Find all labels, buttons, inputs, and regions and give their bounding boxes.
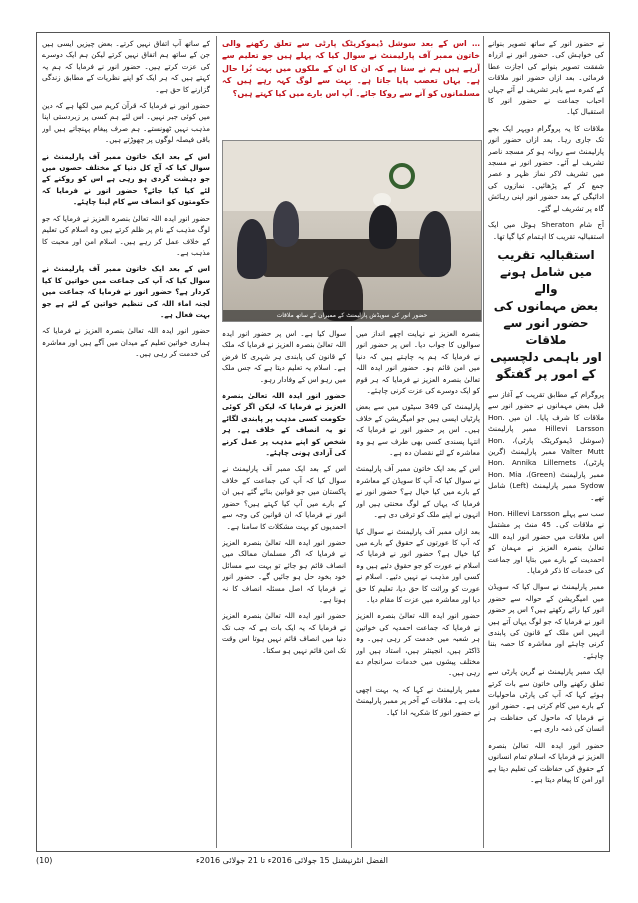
paragraph: ملاقات کا یہ پروگرام دوپہر ایک بجے تک جاری رہا۔ بعد ازاں حضور انور پارلیمنٹ سے روانہ ہو کر مسجد ناصر تشریف لے آئے۔ حضور انور نے مسجد میں تشریف لاکر نماز ظہر و عصر جمع کر کے پڑھائیں۔ نمازوں کی ادائیگی کے بعد حضور انور اپنی رہائش گاہ پر تشریف لے گئے۔ bbox=[488, 123, 604, 213]
paragraph: اس کے بعد ایک خاتون ممبر آف پارلیمنٹ نے سوال کیا کہ آج کل دنیا کے مختلف حصوں میں جو دہشت گردی ہو رہی ہے اس کو روکنے کے لئے کیا کیا جائے؟ حضور انور نے فرمایا کہ حکومتوں کو انصاف سے کام لینا چاہئے۔ bbox=[42, 151, 210, 207]
headline-line-3: اور باہمی دلچسپی کے امور پر گفتگو bbox=[490, 349, 602, 381]
paragraph: بعد ازاں ممبر آف پارلیمنٹ نے سوال کیا کہ آپ کا عورتوں کے حقوق کے بارے میں کیا خیال ہے؟ حضور انور نے فرمایا کہ اسلام نے عورت کو جو حقوق دئیے ہیں وہ کسی اور مذہب نے نہیں دئیے۔ اسلام نے عورت کو وراثت کا حق دیا، تعلیم کا حق دیا اور معاشرہ میں عزت کا مقام دیا۔ bbox=[356, 526, 480, 604]
paragraph: حضور انور ایدہ اللہ تعالیٰ بنصرہ العزیز نے فرمایا کہ ہماری خواتین تعلیم کے میدان میں آگے ہیں اور معاشرہ کی خدمت کر رہی ہیں۔ bbox=[42, 326, 210, 359]
paragraph: نے حضور انور کے ساتھ تصویر بنوانے کی خواہش کی۔ حضور انور نے ازراہ شفقت تصویر بنوانے کی اجازت عطا فرمائی۔ بعد ازاں حضور انور ملاقات کے کمرہ سے باہر تشریف لے آئے جہاں احباب جماعت نے حضور انور کا استقبال کیا۔ bbox=[488, 39, 604, 117]
paragraph: سب سے پہلے Hon. Hillevi Larsson نے ملاقات کی۔ 45 منٹ پر مشتمل اس ملاقات میں حضور انور ایدہ اللہ تعالیٰ بنصرہ العزیز نے مہمان کو احمدیت کے بارے میں بتایا اور جماعت کی خدمات کا ذکر فرمایا۔ bbox=[488, 508, 604, 575]
paragraph: حضور انور ایدہ اللہ تعالیٰ بنصرہ العزیز نے فرمایا کہ جماعت احمدیہ کی خواتین ہر شعبہ میں خدمت کر رہی ہیں۔ وہ ڈاکٹر ہیں، انجینئر ہیں، استاد ہیں اور مختلف پیشوں میں خدمات سرانجام دے رہی ہیں۔ bbox=[356, 611, 480, 678]
person-figure bbox=[369, 205, 397, 249]
newspaper-page bbox=[36, 32, 610, 852]
paragraph: بنصرہ العزیز نے نہایت اچھے انداز میں سوالوں کا جواب دیا۔ اس پر حضور انور نے فرمایا کہ ہم یہ چاہتے ہیں کہ دنیا میں امن قائم ہو۔ حضور انور ایدہ اللہ تعالیٰ بنصرہ العزیز نے فرمایا کہ ہر قوم کو ایک دوسرے کی عزت کرنی چاہئے۔ bbox=[356, 329, 480, 396]
paragraph: پارلیمنٹ کی 349 سیٹوں میں سے بعض پارٹیاں ایسی ہیں جو امیگریشن کے خلاف ہیں۔ اس پر حضور انور نے فرمایا کہ انتہا پسندی کسی بھی طرف سے ہو وہ معاشرہ کے لئے نقصان دہ ہے۔ bbox=[356, 402, 480, 458]
paragraph: کے ساتھ آپ اتفاق نہیں کرتے۔ بعض چیزیں ایسی ہیں جن کے ساتھ ہم اتفاق نہیں کرتے لیکن ہم ایک دوسرے کی عزت کرتے ہیں۔ حضور انور نے فرمایا کہ ہم یہ کہتے ہیں کہ ہر ایک کو اپنے نظریات کے مطابق زندگی گزارنے کا حق ہے۔ bbox=[42, 39, 210, 94]
column-2 bbox=[356, 328, 480, 846]
page-number: (10) bbox=[36, 856, 53, 865]
paragraph: اس کے بعد ایک خاتون ممبر آف پارلیمنٹ نے سوال کیا کہ آپ کی جماعت میں خواتین کا کیا کردار ہے؟ حضور انور نے فرمایا کہ جماعت میں لجنہ اماء اللہ کی تنظیم خواتین کے لئے ہے جو بہت فعال ہے۔ bbox=[42, 264, 210, 319]
column-divider bbox=[483, 36, 484, 848]
paragraph: حضور انور ایدہ اللہ تعالیٰ بنصرہ العزیز نے فرمایا کہ اسلام تمام انسانوں کے حقوق کی حفاظت کی تعلیم دیتا ہے اور امن کا پیغام دیتا ہے۔ bbox=[488, 740, 604, 784]
paragraph: اس کے بعد ایک خاتون ممبر آف پارلیمنٹ نے سوال کیا کہ آپ کا سویڈن کے معاشرہ کے بارے میں کیا خیال ہے؟ حضور انور نے فرمایا کہ یہاں کے لوگ محنتی ہیں اور انہوں نے اپنے ملک کو ترقی دی ہے۔ bbox=[356, 464, 480, 520]
paragraph: حضور انور ایدہ اللہ تعالیٰ بنصرہ العزیز نے فرمایا کہ جو لوگ مذہب کے نام پر ظلم کرتے ہیں وہ اسلام کی تعلیم کے خلاف عمل کر رہے ہیں۔ اسلام امن اور محبت کا مذہب ہے۔ bbox=[42, 213, 210, 257]
paragraph: اس کے بعد ایک ممبر آف پارلیمنٹ نے سوال کیا کہ آپ کی جماعت کے خلاف پاکستان میں جو قوانین بنائے گئے ہیں ان کے بارے میں آپ کیا کہتے ہیں؟ حضور انور نے فرمایا کہ ان قوانین کی وجہ سے احمدیوں کو بہت مشکلات کا سامنا ہے۔ bbox=[222, 464, 346, 531]
paragraph: حضور انور نے فرمایا کہ قرآن کریم میں لکھا ہے کہ دین میں کوئی جبر نہیں۔ اس لئے ہم کسی پر زبردستی اپنا مذہب نہیں ٹھونستے۔ ہم صرف پیغام پہنچاتے ہیں اور باقی فیصلہ لوگوں پر چھوڑتے ہیں۔ bbox=[42, 101, 210, 145]
photo-caption: حضور انور کی سویڈش پارلیمنٹ کے ممبران کے ساتھ ملاقات bbox=[223, 310, 481, 321]
paragraph: سوال کیا ہے۔ اس پر حضور انور ایدہ اللہ تعالیٰ بنصرہ العزیز نے فرمایا کہ ملک کے قانون کی پابندی ہر شہری کا فرض ہے۔ اسلام یہ تعلیم دیتا ہے کہ جس ملک میں رہو اس کے وفادار رہو۔ bbox=[222, 329, 346, 384]
issue-dateline: الفضل انٹرنیشنل 15 جولائی 2016ء تا 21 جولائی 2016ء bbox=[196, 856, 388, 865]
person-figure bbox=[419, 211, 451, 277]
paragraph: ممبر پارلیمنٹ نے کہا کہ یہ بہت اچھی بات ہے۔ ملاقات کے آخر پر ممبر پارلیمنٹ نے حضور انور کا شکریہ ادا کیا۔ bbox=[356, 684, 480, 717]
paragraph: حضور انور ایدہ اللہ تعالیٰ بنصرہ العزیز نے فرمایا کہ اگر مسلمان ممالک میں انصاف قائم ہو جائے تو بہت سے مسائل خود بخود حل ہو جائیں گے۔ حضور انور نے فرمایا کہ اصل مسئلہ انصاف کا نہ ہونا ہے۔ bbox=[222, 537, 346, 604]
pull-quote: … اس کے بعد سوشل ڈیموکریٹک پارٹی سے تعلق رکھنے والی خاتون ممبر آف پارلیمنٹ نے سوال کیا کہ پہلے ہیں جو تعلیم سے آرہے ہیں ہم نے سنا ہے کہ ان کا ان کے ملکوں میں بہت بُرا حال ہے۔ یہاں تعصب پایا جاتا ہے۔ بہت سے لوگ کہہ رہے ہیں کہ مسلمانوں کو آنے سے روکا جائے۔ آپ اس بارے میں کیا کہتے ہیں؟ bbox=[222, 39, 480, 98]
column-4 bbox=[42, 38, 210, 846]
paragraph: پروگرام کے مطابق تقریب کے آغاز سے قبل بعض مہمانوں نے حضور انور سے ملاقات کا شرف پایا۔ ان میں Hon. Hillevi Larsson ممبر پارلیمنٹ (سوشل ڈیموکریٹک پارٹی)، Hon. Valter Mutt ممبر پارلیمنٹ (گرین پارٹی)، Hon. Annika Lillemets ممبر پارلیمنٹ (Green)، Hon. Mia Sydow ممبر پارلیمنٹ (Left) شامل تھے۔ bbox=[488, 389, 604, 502]
column-3 bbox=[222, 328, 346, 846]
wreath-decoration bbox=[389, 163, 415, 189]
section-headline bbox=[488, 247, 604, 383]
person-figure bbox=[237, 219, 267, 279]
paragraph: حضور انور ایدہ اللہ تعالیٰ بنصرہ العزیز نے فرمایا کہ یہ ایک بات ہے کہ جب تک دنیا میں انصاف قائم نہیں ہوتا اس وقت تک امن قائم نہیں ہو سکتا۔ bbox=[222, 611, 346, 655]
headline-line-1: استقبالیہ تقریب میں شامل ہونے والے bbox=[497, 247, 595, 296]
headline-line-2: بعض مہمانوں کی حضور انور سے ملاقات bbox=[493, 298, 599, 347]
paragraph: حضور انور ایدہ اللہ تعالیٰ بنصرہ العزیز نے فرمایا کہ لیکن اگر کوئی حکومت کسی مذہب پر پابندی لگائے تو یہ انصاف کے خلاف ہے۔ ہر شخص کو اپنے مذہب پر عمل کرنے کی آزادی ہونی چاہئے۔ bbox=[222, 391, 346, 458]
meeting-photo bbox=[222, 140, 482, 322]
column-divider bbox=[216, 36, 217, 848]
page-footer bbox=[36, 856, 610, 870]
person-figure bbox=[273, 201, 299, 247]
column-divider bbox=[351, 326, 352, 848]
paragraph: آج شام Sheraton ہوٹل میں ایک استقبالیہ تقریب کا اہتمام کیا گیا تھا۔ bbox=[488, 220, 604, 241]
photo-wall bbox=[223, 141, 481, 211]
paragraph: ایک ممبر پارلیمنٹ نے گرین پارٹی سے تعلق رکھنے والی خاتون سے بات کرتے ہوئے کہا کہ آپ کی پارٹی ماحولیات کے بارے میں کام کرتی ہے۔ حضور انور نے فرمایا کہ ماحول کی حفاظت ہر انسان کی ذمہ داری ہے۔ bbox=[488, 667, 604, 734]
paragraph: ممبر پارلیمنٹ نے سوال کیا کہ سویڈن میں امیگریشن کے حوالہ سے حضور انور کیا رائے رکھتے ہیں؟ اس پر حضور انور نے فرمایا کہ جو لوگ یہاں آتے ہیں انہیں اس ملک کے قانون کی پابندی کرنی چاہئے اور معاشرہ کا حصہ بننا چاہئے۔ bbox=[488, 582, 604, 660]
column-1 bbox=[488, 38, 604, 846]
